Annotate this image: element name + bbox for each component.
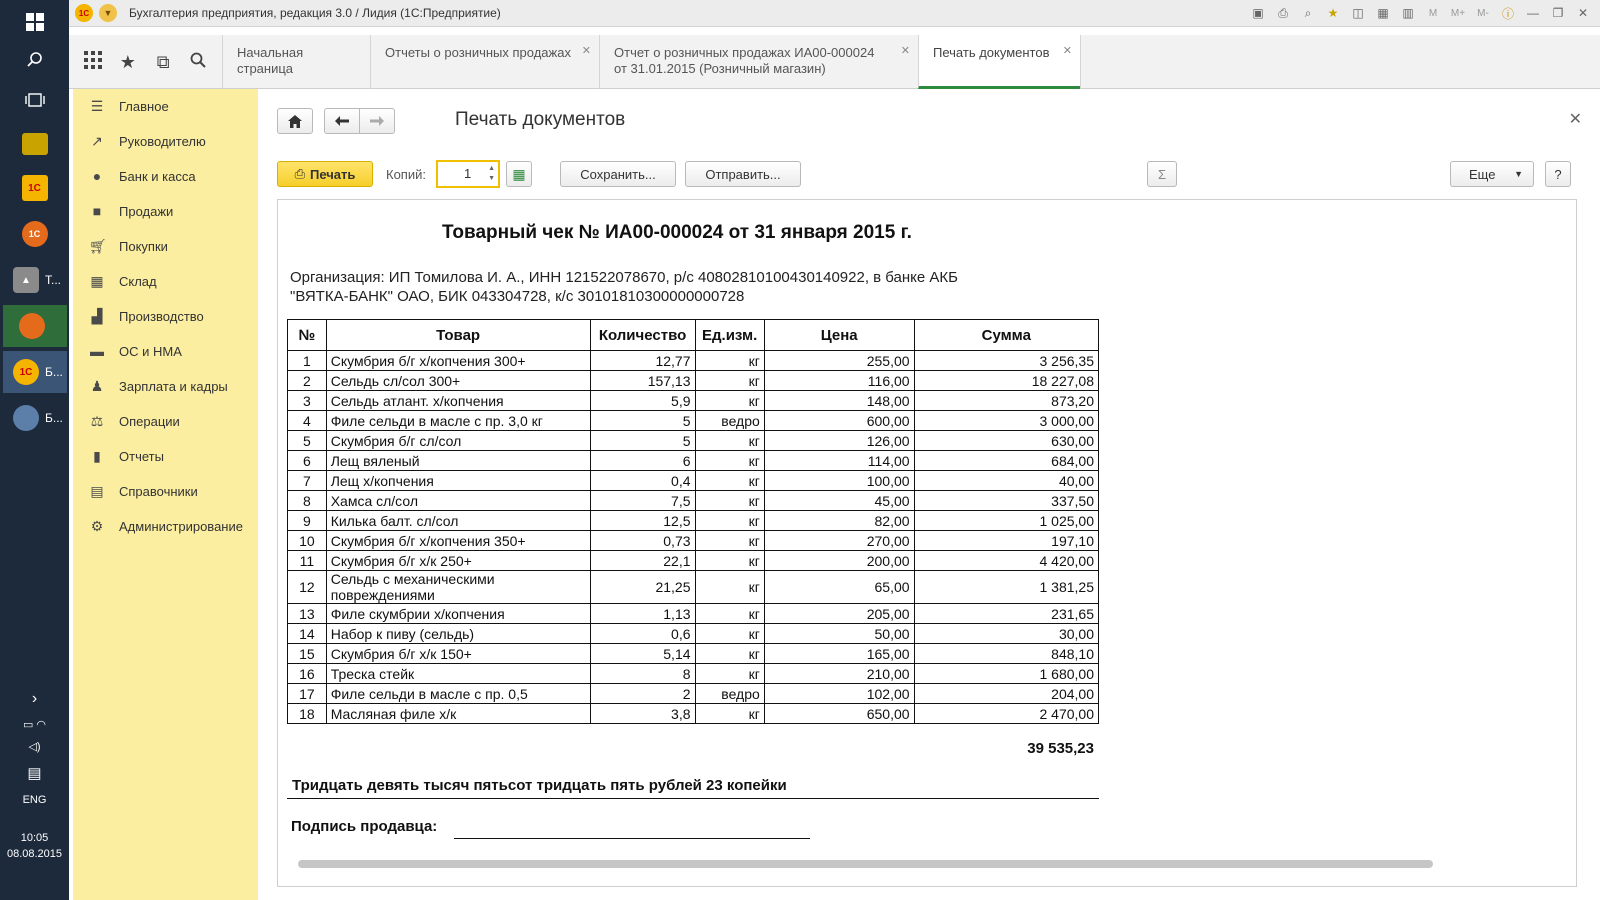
more-button[interactable] [1450,161,1534,187]
cell-sum: 848,10 [914,644,1098,664]
signature-label: Подпись продавца: [291,818,438,835]
table-row [288,371,1099,391]
chevron-right-icon[interactable]: › [31,690,38,707]
sidebar-item-label: ОС и НМА [119,343,182,359]
1c-v8-icon[interactable]: 1С [0,166,69,210]
sidebar-item-label: Операции [119,413,180,429]
sidebar-item-label: Справочники [119,483,198,499]
chevron-down-icon: ▼ [1514,169,1523,179]
table-row [288,664,1099,684]
table-row [288,491,1099,511]
cell-number: 4 [288,411,327,431]
cell-product: Скумбрия б/г х/копчения 350+ [326,531,590,551]
restore-icon[interactable]: ❐ [1552,6,1564,20]
tab-label: Отчеты о розничных продажах [385,45,571,60]
cell-quantity: 5 [590,431,695,451]
cell-unit: кг [695,431,764,451]
cell-number: 18 [288,704,327,724]
sidebar-item-administration[interactable] [73,509,258,543]
cell-product: Скумбрия б/г сл/сол [326,431,590,451]
sidebar-item-label: Отчеты [119,448,164,464]
cell-price: 650,00 [764,704,914,724]
cell-price: 255,00 [764,351,914,371]
home-icon [288,115,302,128]
memory-m-minus-icon[interactable]: M- [1477,7,1489,19]
cell-price: 148,00 [764,391,914,411]
signature-line [454,838,810,839]
cell-number: 16 [288,664,327,684]
taskbar-app-3[interactable] [3,351,67,393]
taskbar-app-label: Б... [45,411,63,425]
close-icon[interactable]: ✕ [900,45,910,57]
cell-sum: 2 470,00 [914,704,1098,724]
home-button[interactable] [277,108,313,134]
cell-quantity: 7,5 [590,491,695,511]
cell-sum: 204,00 [914,684,1098,704]
app-pin-icon[interactable] [0,122,69,166]
paint-app-icon [13,405,39,431]
calendar-icon[interactable]: ▥ [1402,6,1414,20]
truck-icon: ▬ [90,343,104,359]
window-title: Бухгалтерия предприятия, редакция 3.0 / Лидия (1С:Предприятие) [129,6,501,20]
coin-icon: ● [92,168,102,184]
cell-price: 50,00 [764,624,914,644]
bag-icon: ■ [92,203,102,219]
table-row [288,431,1099,451]
gear-icon: ⚙ [90,518,104,534]
cell-sum: 1 025,00 [914,511,1098,531]
cell-product: Сельдь сл/сол 300+ [326,371,590,391]
sidebar-item-label: Банк и касса [119,168,196,184]
cell-quantity: 1,13 [590,604,695,624]
cell-number: 2 [288,371,327,391]
cell-quantity: 0,6 [590,624,695,644]
table-row [288,624,1099,644]
cell-price: 126,00 [764,431,914,451]
clock-time[interactable]: 10:05 [20,832,49,844]
cell-unit: кг [695,531,764,551]
sidebar-item-reports[interactable] [73,439,258,473]
cell-quantity: 12,77 [590,351,695,371]
cell-number: 3 [288,391,327,411]
cell-quantity: 21,25 [590,571,695,604]
sidebar-item-manager[interactable] [73,124,258,158]
operations-icon: ⚖ [90,413,104,429]
bar-chart-icon: ▮ [93,448,101,464]
cell-number: 13 [288,604,327,624]
cell-sum: 1 381,25 [914,571,1098,604]
cell-quantity: 0,73 [590,531,695,551]
cell-number: 10 [288,531,327,551]
column-header-unit: Ед.изм. [695,320,764,351]
print-button-label: Печать [310,166,356,182]
table-row [288,531,1099,551]
cell-unit: кг [695,571,764,604]
cell-product: Сельдь с механическими повреждениями [326,571,590,604]
cell-number: 7 [288,471,327,491]
horizontal-scrollbar[interactable] [298,860,1433,868]
cell-quantity: 3,8 [590,704,695,724]
sidebar-item-label: Главное [119,98,169,114]
cell-sum: 231,65 [914,604,1098,624]
firefox-icon[interactable] [3,305,67,347]
tab-retail-report-doc[interactable] [599,35,918,89]
cell-number: 17 [288,684,327,704]
cart-icon: 🛒︎ [89,238,107,254]
cell-price: 102,00 [764,684,914,704]
print-button[interactable] [277,161,373,187]
cell-number: 12 [288,571,327,604]
table-header-row [288,320,1099,351]
sidebar-item-label: Покупки [119,238,168,254]
taskbar-app-label: Т... [45,273,62,287]
column-header-sum: Сумма [914,320,1098,351]
cell-price: 82,00 [764,511,914,531]
cell-price: 200,00 [764,551,914,571]
volume-icon[interactable]: ◁) [28,741,41,753]
cell-quantity: 5,9 [590,391,695,411]
main-menu-icon[interactable]: ▼ [99,4,117,22]
print-settings-button[interactable] [506,161,532,187]
cell-number: 9 [288,511,327,531]
book-icon: ▤ [90,483,104,499]
sidebar-item-assets[interactable] [73,334,258,368]
page-title: Печать документов [455,109,626,130]
history-pages-icon[interactable]: ⧉ [156,51,170,72]
preview-icon[interactable]: ⌕ [1304,5,1312,20]
copies-label: Копий: [386,167,426,182]
firefox-logo-icon [19,313,45,339]
tab-divider [1080,35,1081,89]
favorites-icon[interactable]: ★ [1327,6,1339,20]
sidebar-item-label: Производство [119,308,204,324]
close-icon[interactable]: ✕ [1568,111,1582,128]
organization-line-2: "ВЯТКА-БАНК" ОАО, БИК 043304728, к/с 30101810300000000728 [290,288,745,305]
arrow-right-icon [370,116,384,126]
sidebar-item-label: Зарплата и кадры [119,378,228,394]
cell-sum: 4 420,00 [914,551,1098,571]
table-row [288,571,1099,604]
info-icon[interactable]: ⓘ [1501,6,1514,21]
copies-value: 1 [464,166,472,181]
forward-button[interactable] [359,108,395,134]
print-icon[interactable]: ⎙ [1278,5,1288,20]
cell-unit: ведро [695,411,764,431]
back-button[interactable] [324,108,360,134]
cell-unit: кг [695,511,764,531]
cell-product: Скумбрия б/г х/к 150+ [326,644,590,664]
close-icon[interactable]: ✕ [1062,45,1072,57]
total-sum: 39 535,23 [1027,740,1094,757]
cell-sum: 684,00 [914,451,1098,471]
sidebar-item-warehouse[interactable] [73,264,258,298]
tab-label: Начальная страница [237,45,304,76]
tab-retail-reports[interactable] [370,35,599,89]
cell-product: Филе сельди в масле с пр. 0,5 [326,684,590,704]
calculator-icon[interactable]: ▦ [1377,6,1389,20]
sidebar-item-sales[interactable] [73,194,258,228]
cell-price: 270,00 [764,531,914,551]
cell-product: Филе сельди в масле с пр. 3,0 кг [326,411,590,431]
cell-product: Набор к пиву (сельдь) [326,624,590,644]
cell-unit: кг [695,471,764,491]
cell-price: 116,00 [764,371,914,391]
cell-sum: 1 680,00 [914,664,1098,684]
task-view-icon[interactable] [0,78,69,122]
cell-number: 1 [288,351,327,371]
grid-check-icon: ▦ [512,165,526,182]
send-button[interactable]: Отправить... [685,161,801,187]
column-header-number: № [288,320,327,351]
factory-icon: ▟ [91,308,103,324]
sidebar-item-label: Склад [119,273,157,289]
cell-price: 165,00 [764,644,914,664]
table-row [288,511,1099,531]
cell-sum: 3 000,00 [914,411,1098,431]
sidebar-item-label: Руководителю [119,133,206,149]
cell-price: 205,00 [764,604,914,624]
table-row [288,451,1099,471]
cell-product: Лещ вяленый [326,451,590,471]
divider-line [287,798,1099,799]
column-header-product: Товар [326,320,590,351]
star-icon[interactable]: ★ [119,51,136,72]
cell-number: 11 [288,551,327,571]
cell-unit: кг [695,664,764,684]
table-row [288,644,1099,664]
main-content [258,89,1600,900]
search-icon[interactable] [0,38,69,82]
table-row [288,551,1099,571]
organization-info [290,268,1050,306]
close-window-icon[interactable]: ✕ [1577,6,1589,20]
minimize-icon[interactable]: — [1527,6,1539,20]
cell-unit: ведро [695,684,764,704]
notifications-icon[interactable]: ▤ [27,765,42,782]
column-header-quantity: Количество [590,320,695,351]
apps-grid-icon[interactable] [81,51,105,74]
table-row [288,391,1099,411]
more-button-label: Еще [1469,166,1496,182]
help-button[interactable]: ? [1545,161,1571,187]
copies-input[interactable] [436,160,500,188]
taskbar-app-1[interactable] [3,259,67,301]
cell-number: 5 [288,431,327,451]
cell-sum: 630,00 [914,431,1098,451]
sidebar-item-production[interactable] [73,299,258,333]
clock-date[interactable]: 08.08.2015 [6,848,63,860]
document-preview[interactable] [277,199,1577,887]
cell-price: 45,00 [764,491,914,511]
cell-quantity: 8 [590,664,695,684]
cell-sum: 337,50 [914,491,1098,511]
tab-print-documents[interactable] [918,35,1080,89]
tab-label: Отчет о розничных продажах ИА00-000024 от 31.01.2015 (Розничный магазин) [614,45,875,76]
save-button[interactable]: Сохранить... [560,161,676,187]
spin-arrows-icon[interactable]: ▲ ▼ [488,165,495,182]
cell-unit: кг [695,604,764,624]
titlebar-tools [1249,4,1592,22]
1c-app-icon: 1С [13,359,39,385]
sidebar-item-purchases[interactable] [73,229,258,263]
save-icon[interactable]: ▣ [1252,6,1264,20]
goods-table [287,319,1099,724]
table-row [288,704,1099,724]
cell-unit: кг [695,624,764,644]
sidebar-item-label: Продажи [119,203,174,219]
cell-quantity: 5 [590,411,695,431]
section-bar-icons [69,35,222,89]
cell-number: 14 [288,624,327,644]
person-icon: ♟ [90,378,104,394]
organization-line-1: Организация: ИП Томилова И. А., ИНН 121522078670, р/с 40802810100430140922, в банке АКБ [290,269,959,286]
total-in-words: Тридцать девять тысяч пятьсот тридцать пять рублей 23 копейки [292,777,787,794]
cell-product: Лещ х/копчения [326,471,590,491]
sidebar-item-main[interactable] [73,89,258,123]
memory-m-plus-icon[interactable]: M+ [1450,7,1466,19]
document-title: Товарный чек № ИА00-000024 от 31 января 2015 г. [442,222,912,243]
cell-product: Хамса сл/сол [326,491,590,511]
table-row [288,604,1099,624]
sidebar [73,89,258,900]
app-icon: ▲ [13,267,39,293]
cell-unit: кг [695,491,764,511]
language-indicator[interactable]: ENG [22,794,47,806]
sidebar-item-label: Администрирование [119,518,243,534]
cell-quantity: 12,5 [590,511,695,531]
cell-sum: 3 256,35 [914,351,1098,371]
close-icon[interactable]: ✕ [581,45,591,57]
cell-unit: кг [695,371,764,391]
tab-label: Печать документов [933,45,1050,60]
sidebar-item-directories[interactable] [73,474,258,508]
battery-wifi-icon[interactable]: ▭ ◠ [22,719,47,731]
cell-price: 114,00 [764,451,914,471]
sidebar-item-salary[interactable] [73,369,258,403]
windows-taskbar [0,0,69,900]
cell-quantity: 6 [590,451,695,471]
cell-quantity: 5,14 [590,644,695,664]
table-row [288,411,1099,431]
cell-price: 600,00 [764,411,914,431]
cell-unit: кг [695,351,764,371]
cell-product: Сельдь атлант. х/копчения [326,391,590,411]
search-icon[interactable] [186,52,210,73]
cell-number: 6 [288,451,327,471]
chart-line-icon: ↗ [91,133,103,149]
cell-sum: 40,00 [914,471,1098,491]
cell-quantity: 22,1 [590,551,695,571]
column-header-price: Цена [764,320,914,351]
goods-table-body [288,351,1099,724]
cell-number: 8 [288,491,327,511]
cell-quantity: 0,4 [590,471,695,491]
cell-quantity: 2 [590,684,695,704]
cell-product: Треска стейк [326,664,590,684]
warehouse-icon: ▦ [90,273,104,289]
cell-product: Масляная филе х/к [326,704,590,724]
window-titlebar [69,0,1600,27]
memory-m-icon[interactable]: M [1428,7,1438,19]
cell-product: Килька балт. сл/сол [326,511,590,531]
cell-unit: кг [695,391,764,411]
cell-number: 15 [288,644,327,664]
sidebar-item-bank[interactable] [73,159,258,193]
taskbar-app-label: Б... [45,365,63,379]
cell-unit: кг [695,451,764,471]
cell-price: 65,00 [764,571,914,604]
cell-sum: 873,20 [914,391,1098,411]
cell-unit: кг [695,704,764,724]
sum-button[interactable]: Σ [1147,161,1177,187]
cell-sum: 18 227,08 [914,371,1098,391]
history-icon[interactable]: ◫ [1352,6,1364,20]
cell-product: Скумбрия б/г х/к 250+ [326,551,590,571]
list-icon: ☰ [90,98,104,114]
arrow-left-icon [335,116,349,126]
1c-logo-icon: 1С [75,4,93,22]
cell-sum: 197,10 [914,531,1098,551]
tab-home[interactable] [222,35,370,89]
cell-unit: кг [695,551,764,571]
cell-unit: кг [695,644,764,664]
cell-quantity: 157,13 [590,371,695,391]
table-row [288,471,1099,491]
section-bar [69,35,1600,89]
cell-price: 100,00 [764,471,914,491]
printer-icon: ⎙ [294,166,305,181]
cell-sum: 30,00 [914,624,1098,644]
taskbar-app-4[interactable] [3,397,67,439]
cell-product: Филе скумбрии х/копчения [326,604,590,624]
cell-product: Скумбрия б/г х/копчения 300+ [326,351,590,371]
1c-round-icon[interactable]: 1С [0,212,69,256]
sidebar-item-operations[interactable] [73,404,258,438]
table-row [288,351,1099,371]
cell-price: 210,00 [764,664,914,684]
table-row [288,684,1099,704]
